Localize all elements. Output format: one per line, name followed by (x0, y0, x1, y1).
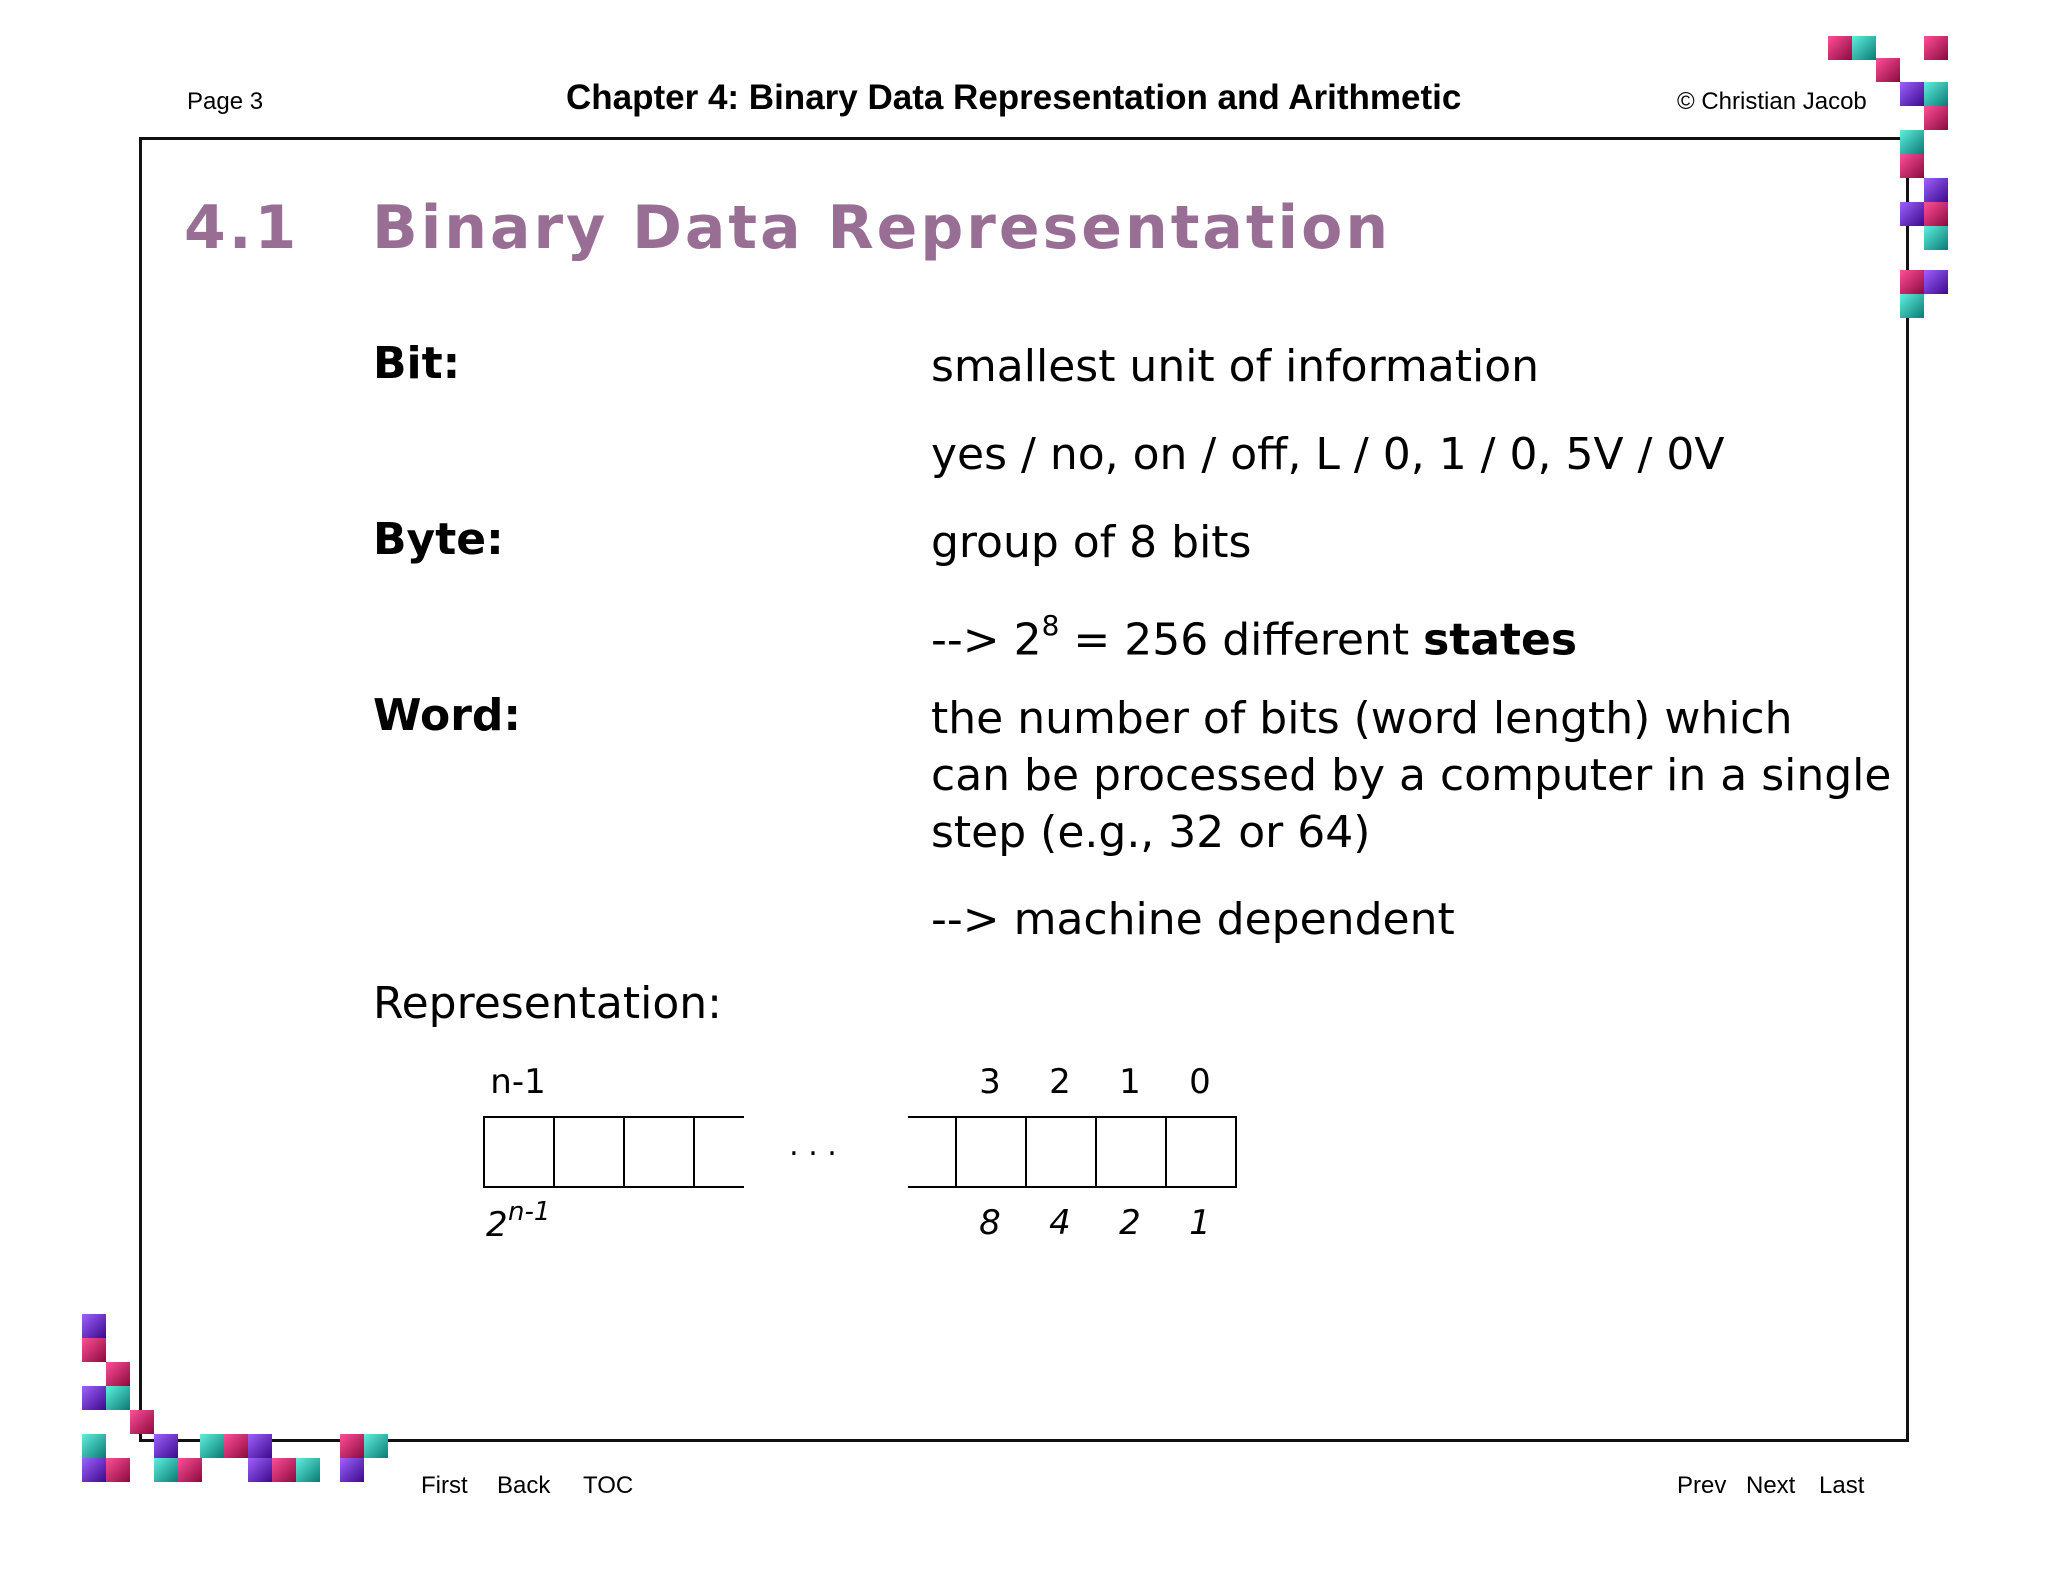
decorative-tiles-top-right (1820, 30, 2000, 330)
bit-definition-2: yes / no, on / off, L / 0, 1 / 0, 5V / 0V (931, 429, 1725, 480)
nav-back-link[interactable]: Back (497, 1472, 551, 1499)
bit-definition-1: smallest unit of information (931, 341, 1540, 392)
nav-last-link[interactable]: Last (1819, 1472, 1865, 1499)
word-definition-2: --> machine dependent (931, 894, 1455, 945)
bit-cell-open-right (694, 1117, 744, 1187)
section-title: Binary Data Representation (372, 193, 1392, 263)
bit-cell (956, 1117, 1026, 1187)
weight-1: 1 (1189, 1203, 1211, 1243)
nav-prev-link[interactable]: Prev (1677, 1472, 1727, 1499)
byte-def-prefix: --> 2 (931, 614, 1042, 666)
word-def-line-1: the number of bits (word length) which (931, 693, 1793, 744)
weight-8: 8 (979, 1203, 1001, 1243)
index-3: 3 (979, 1062, 1001, 1102)
bit-cell (554, 1117, 624, 1187)
byte-def-middle: = 256 different (1059, 614, 1424, 666)
representation-label: Representation: (373, 978, 722, 1029)
term-bit: Bit: (373, 338, 461, 389)
weight-2: 2 (1119, 1203, 1141, 1243)
bit-cell-open-left (908, 1117, 956, 1187)
chapter-title: Chapter 4: Binary Data Representation and Arithmetic (566, 78, 1462, 117)
index-1: 1 (1119, 1062, 1141, 1102)
bit-cell (1026, 1117, 1096, 1187)
ellipsis: . . . (789, 1128, 837, 1163)
byte-definition-1: group of 8 bits (931, 517, 1252, 568)
index-2: 2 (1049, 1062, 1071, 1102)
index-n-1: n-1 (490, 1062, 546, 1102)
index-0: 0 (1189, 1062, 1211, 1102)
bit-cell (1096, 1117, 1166, 1187)
nav-first-link[interactable]: First (421, 1472, 468, 1499)
weight-4: 4 (1049, 1203, 1071, 1243)
word-def-line-2: can be processed by a computer in a single (931, 750, 1892, 801)
nav-toc-link[interactable]: TOC (583, 1472, 634, 1499)
copyright-notice: © Christian Jacob (1677, 88, 1867, 115)
weight-2-n-1-exp: n-1 (508, 1197, 551, 1227)
bit-cells (484, 1117, 1236, 1187)
byte-def-bold: states (1423, 614, 1578, 666)
weight-2-n-1-base: 2 (486, 1205, 508, 1245)
nav-next-link[interactable]: Next (1746, 1472, 1796, 1499)
byte-def-exponent: 8 (1041, 609, 1060, 642)
term-word: Word: (373, 690, 521, 741)
bit-cell (1166, 1117, 1236, 1187)
bit-cell (484, 1117, 554, 1187)
section-number: 4.1 (184, 193, 300, 263)
decorative-tiles-bottom-left (70, 1300, 400, 1490)
bit-cell (624, 1117, 694, 1187)
term-byte: Byte: (373, 514, 504, 565)
word-def-line-3: step (e.g., 32 or 64) (931, 807, 1371, 858)
page-number: Page 3 (187, 88, 264, 115)
